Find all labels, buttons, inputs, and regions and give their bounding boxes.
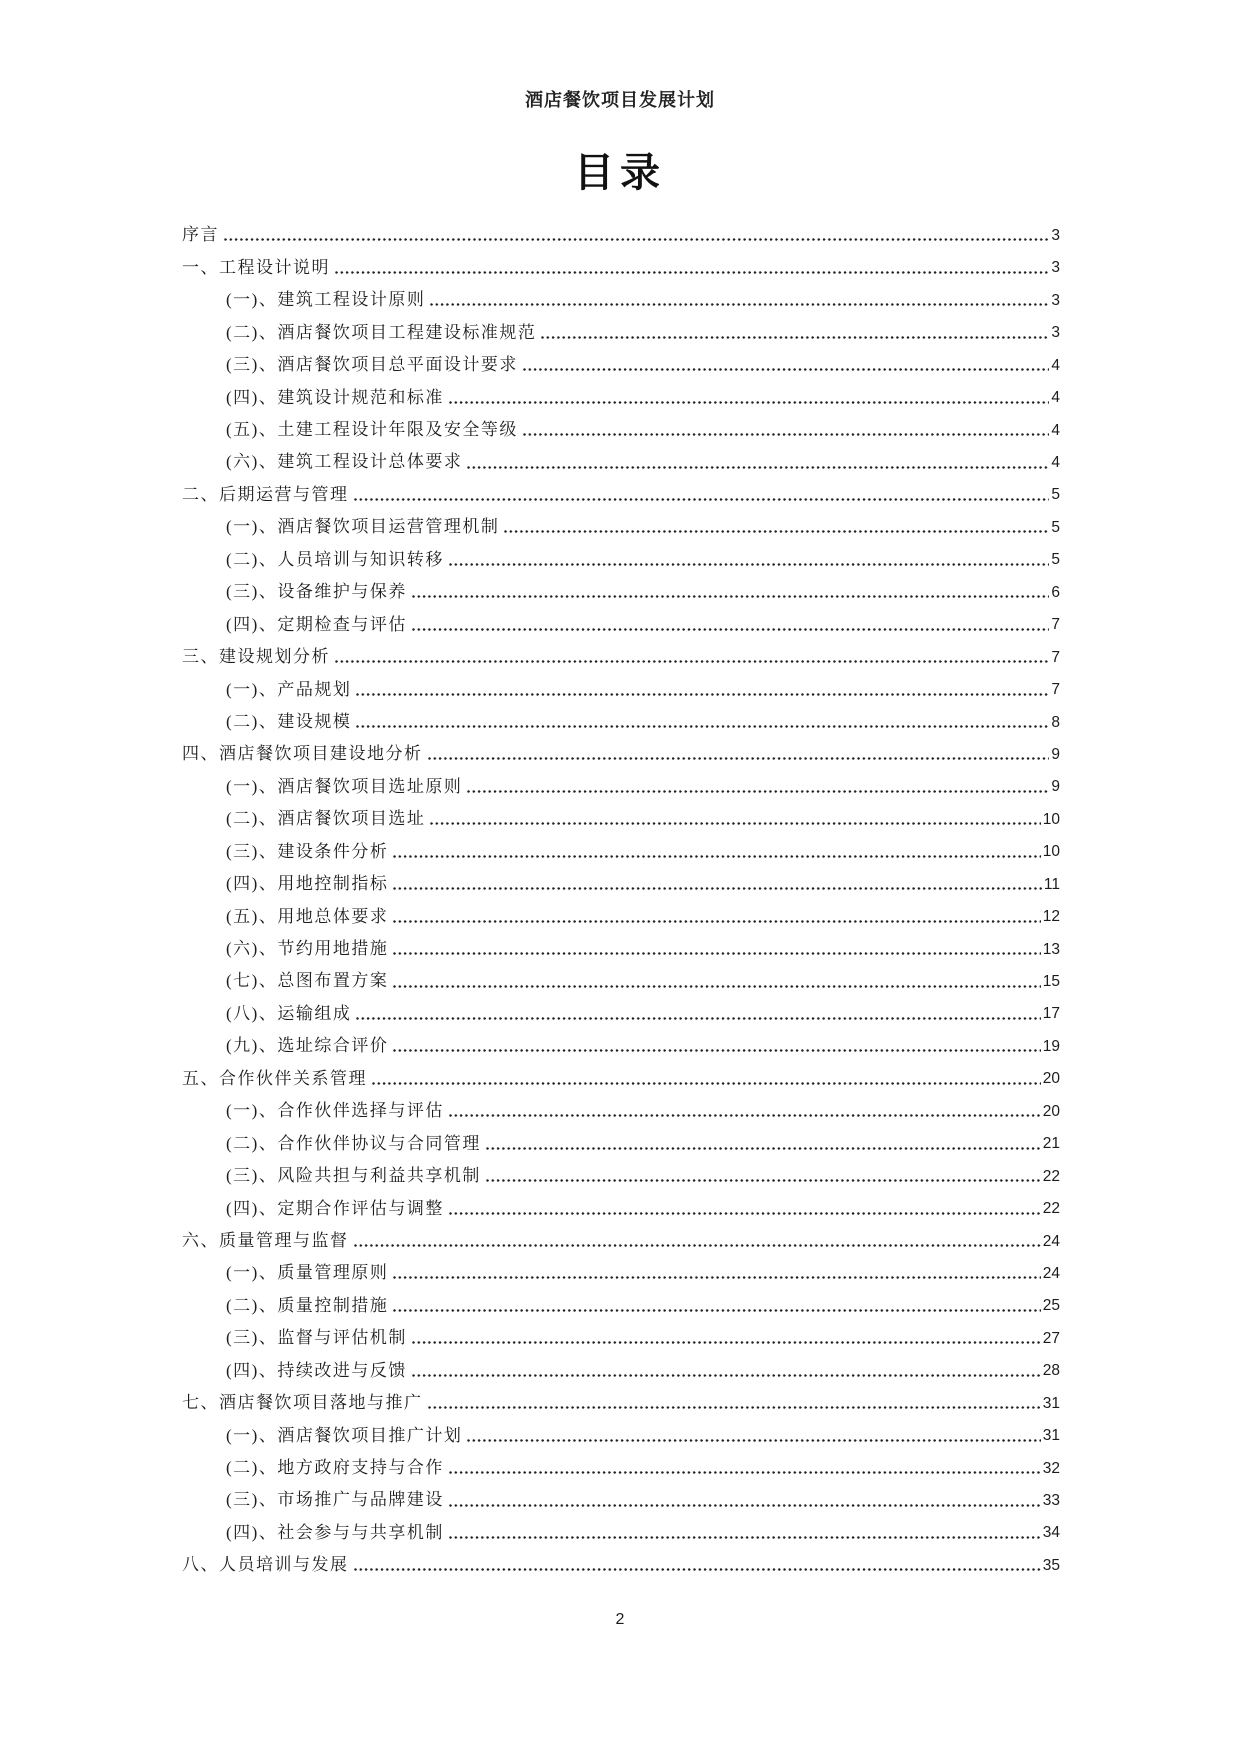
toc-entry[interactable] xyxy=(182,283,1060,315)
toc-entry-page: 28 xyxy=(1042,1362,1060,1380)
toc-entry-page: 22 xyxy=(1042,1200,1060,1218)
toc-entry[interactable] xyxy=(182,1321,1060,1353)
toc-entry-title: (五)、土建工程设计年限及安全等级 xyxy=(226,420,518,440)
toc-entry-page: 3 xyxy=(1051,291,1060,309)
toc-entry[interactable] xyxy=(182,413,1060,445)
toc-entry[interactable] xyxy=(182,1386,1060,1418)
toc-leader-dots xyxy=(523,368,1050,371)
toc-leader-dots xyxy=(393,887,1042,890)
toc-entry[interactable] xyxy=(182,705,1060,737)
toc-entry-page: 12 xyxy=(1042,908,1060,926)
toc-leader-dots xyxy=(356,693,1049,696)
toc-entry-page: 34 xyxy=(1042,1524,1060,1542)
toc-entry-page: 24 xyxy=(1042,1264,1060,1282)
toc-entry-page: 11 xyxy=(1043,875,1060,893)
toc-entry-page: 4 xyxy=(1051,389,1060,407)
toc-entry-title: 四、酒店餐饮项目建设地分析 xyxy=(182,744,423,764)
toc-entry-title: (四)、定期合作评估与调整 xyxy=(226,1198,444,1218)
toc-entry[interactable] xyxy=(182,640,1060,672)
toc-entry-page: 24 xyxy=(1042,1232,1060,1250)
toc-entry-title: (一)、合作伙伴选择与评估 xyxy=(226,1101,444,1121)
toc-leader-dots xyxy=(412,1341,1041,1344)
toc-leader-dots xyxy=(354,498,1050,501)
toc-entry[interactable] xyxy=(182,1418,1060,1450)
toc-entry-page: 21 xyxy=(1042,1135,1060,1153)
toc-entry-page: 17 xyxy=(1042,1005,1060,1023)
toc-entry[interactable] xyxy=(182,964,1060,996)
toc-entry-page: 8 xyxy=(1051,713,1060,731)
toc-entry-page: 4 xyxy=(1051,421,1060,439)
toc-entry-page: 10 xyxy=(1042,843,1060,861)
toc-entry-page: 10 xyxy=(1042,810,1060,828)
toc-entry-page: 22 xyxy=(1042,1167,1060,1185)
toc-entry-page: 5 xyxy=(1051,551,1060,569)
toc-leader-dots xyxy=(393,855,1040,858)
toc-entry[interactable] xyxy=(182,932,1060,964)
toc-entry[interactable] xyxy=(182,510,1060,542)
toc-entry-title: (八)、运输组成 xyxy=(226,1003,352,1023)
toc-leader-dots xyxy=(449,1536,1041,1539)
toc-entry-title: 五、合作伙伴关系管理 xyxy=(182,1068,367,1088)
toc-entry-title: 六、质量管理与监督 xyxy=(182,1230,349,1250)
toc-entry[interactable] xyxy=(182,1256,1060,1288)
toc-entry[interactable] xyxy=(182,1548,1060,1580)
toc-entry-page: 25 xyxy=(1042,1297,1060,1315)
toc-entry[interactable] xyxy=(182,1483,1060,1515)
toc-entry[interactable] xyxy=(182,1516,1060,1548)
toc-entry-page: 19 xyxy=(1042,1037,1060,1055)
toc-entry-title: 一、工程设计说明 xyxy=(182,257,330,277)
toc-entry[interactable] xyxy=(182,445,1060,477)
toc-entry-title: (一)、酒店餐饮项目推广计划 xyxy=(226,1425,463,1445)
toc-entry[interactable] xyxy=(182,380,1060,412)
toc-leader-dots xyxy=(449,1114,1041,1117)
toc-entry-page: 32 xyxy=(1042,1459,1060,1477)
toc-entry-title: (三)、市场推广与品牌建设 xyxy=(226,1490,444,1510)
toc-entry-page: 9 xyxy=(1051,745,1060,763)
toc-leader-dots xyxy=(504,530,1049,533)
toc-entry-title: (九)、选址综合评价 xyxy=(226,1036,389,1056)
toc-entry-title: (二)、人员培训与知识转移 xyxy=(226,549,444,569)
toc-entry-page: 13 xyxy=(1042,940,1060,958)
toc-entry[interactable] xyxy=(182,1061,1060,1093)
toc-entry-title: (一)、酒店餐饮项目选址原则 xyxy=(226,776,463,796)
toc-leader-dots xyxy=(467,1439,1040,1442)
toc-entry[interactable] xyxy=(182,867,1060,899)
toc-entry-title: 三、建设规划分析 xyxy=(182,647,330,667)
toc-leader-dots xyxy=(428,1406,1041,1409)
toc-entry-title: (三)、风险共担与利益共享机制 xyxy=(226,1166,481,1186)
toc-leader-dots xyxy=(412,628,1050,631)
toc-leader-dots xyxy=(523,433,1050,436)
toc-entry-title: (二)、建设规模 xyxy=(226,711,352,731)
toc-leader-dots xyxy=(428,757,1050,760)
toc-entry[interactable] xyxy=(182,607,1060,639)
toc-entry-title: (二)、合作伙伴协议与合同管理 xyxy=(226,1133,481,1153)
toc-leader-dots xyxy=(393,1049,1040,1052)
toc-entry[interactable] xyxy=(182,348,1060,380)
toc-entry-title: 序言 xyxy=(182,225,219,245)
toc-leader-dots xyxy=(356,725,1049,728)
toc-entry-title: (二)、质量控制措施 xyxy=(226,1295,389,1315)
document-header: 酒店餐饮项目发展计划 xyxy=(525,90,715,110)
toc-entry-title: (四)、定期检查与评估 xyxy=(226,614,407,634)
toc-entry[interactable] xyxy=(182,802,1060,834)
toc-entry-page: 5 xyxy=(1051,486,1060,504)
toc-entry-page: 3 xyxy=(1051,324,1060,342)
toc-leader-dots xyxy=(449,1504,1041,1507)
toc-entry-page: 3 xyxy=(1051,259,1060,277)
toc-leader-dots xyxy=(449,563,1050,566)
toc-entry[interactable] xyxy=(182,834,1060,866)
toc-entry-title: 八、人员培训与发展 xyxy=(182,1555,349,1575)
toc-entry-title: (二)、酒店餐饮项目选址 xyxy=(226,809,426,829)
toc-entry-page: 31 xyxy=(1042,1427,1060,1445)
toc-entry-title: (四)、社会参与与共享机制 xyxy=(226,1522,444,1542)
toc-entry-page: 9 xyxy=(1051,778,1060,796)
toc-leader-dots xyxy=(449,1212,1041,1215)
toc-entry-page: 20 xyxy=(1042,1070,1060,1088)
toc-entry-page: 31 xyxy=(1042,1394,1060,1412)
toc-leader-dots xyxy=(224,238,1049,241)
toc-entry-title: (六)、节约用地措施 xyxy=(226,939,389,959)
page-number: 2 xyxy=(615,1611,625,1628)
toc-leader-dots xyxy=(430,822,1040,825)
toc-entry-title: (二)、酒店餐饮项目工程建设标准规范 xyxy=(226,322,537,342)
toc-entry-page: 7 xyxy=(1051,681,1060,699)
toc-entry-page: 27 xyxy=(1042,1329,1060,1347)
toc-entry-title: (七)、总图布置方案 xyxy=(226,971,389,991)
toc-entry[interactable] xyxy=(182,250,1060,282)
toc-entry[interactable] xyxy=(182,1353,1060,1385)
toc-entry[interactable] xyxy=(182,315,1060,347)
toc-entry[interactable] xyxy=(182,1029,1060,1061)
toc-entry-title: (四)、建筑设计规范和标准 xyxy=(226,387,444,407)
toc-entry[interactable] xyxy=(182,1288,1060,1320)
toc-entry-title: (一)、建筑工程设计原则 xyxy=(226,290,426,310)
toc-entry-title: (三)、建设条件分析 xyxy=(226,841,389,861)
toc-leader-dots xyxy=(356,1017,1040,1020)
toc-entry-page: 6 xyxy=(1051,583,1060,601)
toc-entry[interactable] xyxy=(182,737,1060,769)
toc-entry[interactable] xyxy=(182,899,1060,931)
toc-leader-dots xyxy=(393,1276,1040,1279)
toc-heading: 目录 xyxy=(574,150,666,195)
toc-entry-title: 二、后期运营与管理 xyxy=(182,484,349,504)
toc-leader-dots xyxy=(393,920,1040,923)
toc-entry[interactable] xyxy=(182,1159,1060,1191)
toc-leader-dots xyxy=(335,660,1049,663)
toc-entry-page: 4 xyxy=(1051,356,1060,374)
toc-leader-dots xyxy=(393,985,1040,988)
toc-entry-title: (三)、监督与评估机制 xyxy=(226,1328,407,1348)
toc-entry-title: (六)、建筑工程设计总体要求 xyxy=(226,452,463,472)
toc-entry[interactable] xyxy=(182,1224,1060,1256)
toc-leader-dots xyxy=(449,1471,1041,1474)
toc-entry-title: (四)、用地控制指标 xyxy=(226,874,389,894)
toc-entry[interactable] xyxy=(182,1094,1060,1126)
toc-entry-title: (四)、持续改进与反馈 xyxy=(226,1360,407,1380)
toc-leader-dots xyxy=(486,1179,1041,1182)
toc-entry-title: (三)、酒店餐饮项目总平面设计要求 xyxy=(226,355,518,375)
toc-leader-dots xyxy=(541,336,1049,339)
toc-entry-page: 20 xyxy=(1042,1102,1060,1120)
toc-entry-title: (一)、酒店餐饮项目运营管理机制 xyxy=(226,517,500,537)
toc-leader-dots xyxy=(486,1147,1041,1150)
toc-entry[interactable] xyxy=(182,1126,1060,1158)
toc-leader-dots xyxy=(335,271,1049,274)
toc-entry-title: (一)、质量管理原则 xyxy=(226,1263,389,1283)
toc-entry[interactable] xyxy=(182,1451,1060,1483)
toc-leader-dots xyxy=(372,1082,1041,1085)
toc-entry[interactable] xyxy=(182,575,1060,607)
toc-entry-page: 7 xyxy=(1051,648,1060,666)
toc-leader-dots xyxy=(393,1309,1040,1312)
toc-leader-dots xyxy=(430,303,1049,306)
toc-entry-page: 5 xyxy=(1051,518,1060,536)
toc-list xyxy=(182,218,1060,1580)
toc-entry[interactable] xyxy=(182,769,1060,801)
toc-leader-dots xyxy=(449,401,1050,404)
toc-entry-page: 4 xyxy=(1051,454,1060,471)
toc-entry-title: (三)、设备维护与保养 xyxy=(226,582,407,602)
toc-entry-page: 33 xyxy=(1042,1492,1060,1509)
toc-entry-title: 七、酒店餐饮项目落地与推广 xyxy=(182,1393,423,1413)
toc-leader-dots xyxy=(467,790,1049,793)
toc-leader-dots xyxy=(354,1244,1041,1247)
toc-entry-title: (五)、用地总体要求 xyxy=(226,906,389,926)
toc-leader-dots xyxy=(467,466,1049,469)
toc-entry[interactable] xyxy=(182,478,1060,510)
toc-entry[interactable] xyxy=(182,672,1060,704)
toc-entry-title: (一)、产品规划 xyxy=(226,679,352,699)
toc-entry-page: 3 xyxy=(1051,226,1060,244)
toc-entry[interactable] xyxy=(182,1191,1060,1223)
toc-entry-page: 15 xyxy=(1042,973,1060,990)
toc-leader-dots xyxy=(412,595,1050,598)
toc-entry[interactable] xyxy=(182,997,1060,1029)
toc-entry[interactable] xyxy=(182,218,1060,250)
toc-entry-title: (二)、地方政府支持与合作 xyxy=(226,1458,444,1478)
toc-entry-page: 35 xyxy=(1042,1556,1060,1574)
toc-leader-dots xyxy=(354,1568,1041,1571)
toc-entry[interactable] xyxy=(182,542,1060,574)
toc-entry-page: 7 xyxy=(1051,616,1060,634)
toc-leader-dots xyxy=(393,952,1040,955)
toc-leader-dots xyxy=(412,1374,1041,1377)
